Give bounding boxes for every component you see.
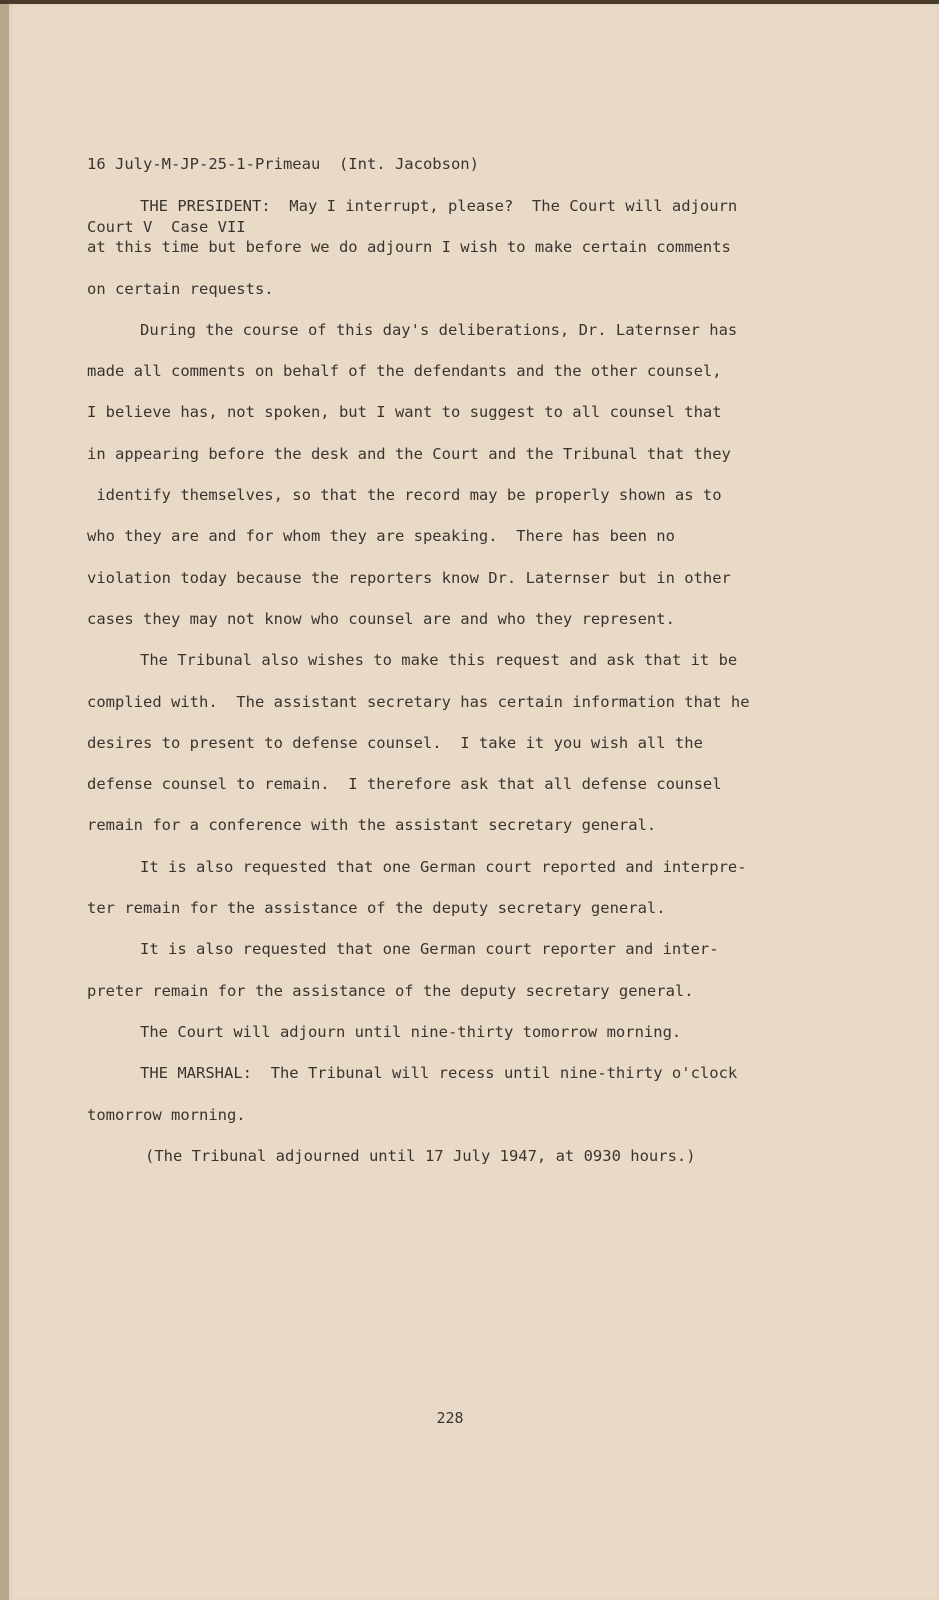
page-top-edge: [0, 0, 939, 4]
text-line: During the course of this day's deliberations, Dr. Laternser has: [140, 320, 738, 339]
text-line: I believe has, not spoken, but I want to suggest to all counsel that: [87, 403, 722, 422]
text-line: THE MARSHAL: The Tribunal will recess until nine-thirty o'clock: [140, 1064, 738, 1083]
text-line: made all comments on behalf of the defendants and the other counsel,: [87, 362, 722, 381]
text-line: defense counsel to remain. I therefore ask that all defense counsel: [87, 775, 722, 794]
text-line: identify themselves, so that the record may be properly shown as to: [87, 486, 722, 505]
text-line: The Tribunal also wishes to make this request and ask that it be: [140, 651, 738, 670]
text-line: THE PRESIDENT: May I interrupt, please? The Court will adjourn: [140, 197, 738, 215]
text-line: It is also requested that one German court reported and interpre-: [140, 857, 747, 876]
header-line-1: 16 July-M-JP-25-1-Primeau (Int. Jacobson): [87, 155, 479, 173]
text-line: ter remain for the assistance of the deputy secretary general.: [87, 899, 666, 918]
text-line: at this time but before we do adjourn I wish to make certain comments: [87, 238, 731, 257]
text-line: complied with. The assistant secretary has certain information that he: [87, 692, 750, 711]
text-line: violation today because the reporters know Dr. Laternser but in other: [87, 568, 731, 587]
text-line: tomorrow morning.: [87, 1105, 246, 1124]
transcript-body: [87, 186, 827, 1177]
header-line-2: Court V Case VII: [87, 218, 246, 236]
text-line: preter remain for the assistance of the deputy secretary general.: [87, 981, 694, 1000]
text-line: cases they may not know who counsel are and who they represent.: [87, 609, 675, 628]
page-left-edge: [0, 0, 9, 1600]
text-line: who they are and for whom they are speaking. There has been no: [87, 527, 675, 546]
text-line: on certain requests.: [87, 279, 274, 298]
text-line: in appearing before the desk and the Court and the Tribunal that they: [87, 444, 731, 463]
text-line: It is also requested that one German court reporter and inter-: [140, 940, 719, 959]
page-number: 228: [436, 1409, 464, 1427]
text-line: (The Tribunal adjourned until 17 July 1947, at 0930 hours.): [145, 1146, 696, 1165]
text-line: remain for a conference with the assistant secretary general.: [87, 816, 657, 835]
text-line: desires to present to defense counsel. I take it you wish all the: [87, 733, 703, 752]
text-line: The Court will adjourn until nine-thirty tomorrow morning.: [140, 1022, 682, 1041]
